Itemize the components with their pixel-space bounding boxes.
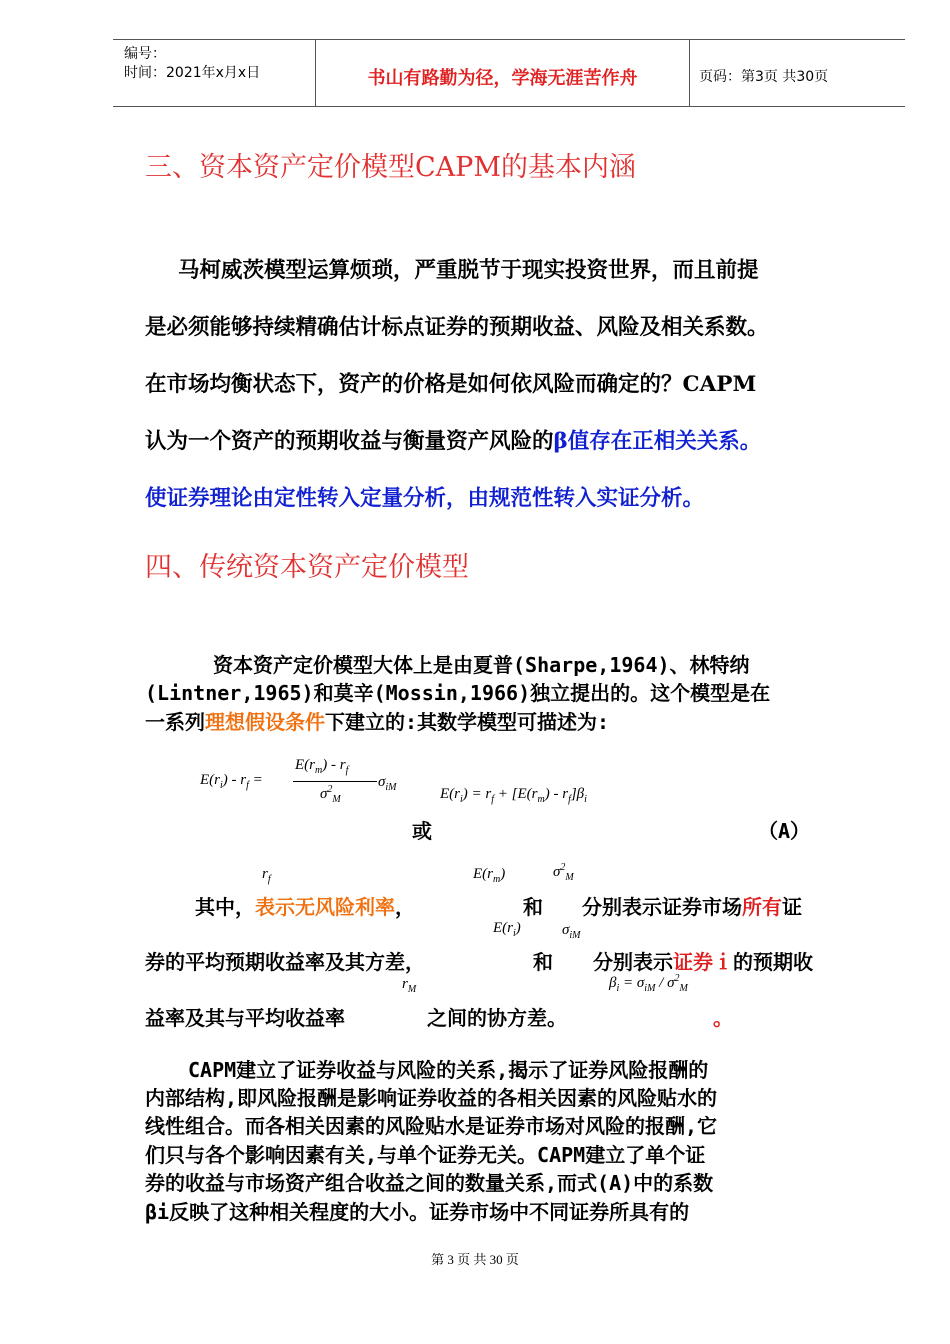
s4-p1-line3 (145, 706, 609, 735)
p2-line4: 们只与各个影响因素有关,与单个证券无关。CAPM建立了单个证 (145, 1143, 706, 1167)
def3-red: 。 (713, 1006, 733, 1030)
eq2: $E(r_i) = r_f + [E(r_m) - r_f]\beta_i$ (440, 786, 587, 805)
page-footer: 第 3 页 共 30 页 (431, 1252, 519, 1267)
s3-line5: 使证券理论由定性转入定量分析，由规范性转入实证分析。 (145, 486, 705, 511)
motto: 书山有路勤为径，学海无涯苦作舟 (367, 68, 638, 89)
def1-d: 证 (782, 895, 802, 919)
s3-line4-blue: β值存在正相关关系。 (553, 429, 762, 454)
def-line1 (195, 891, 415, 920)
s3-line3: 在市场均衡状态下，资产的价格是如何依风险而确定的？CAPM (145, 372, 757, 397)
header-right-cell (690, 40, 905, 106)
eq1-lhs: $E(r_i) - r_f$ = (200, 772, 263, 791)
def1-a: 其中， (195, 895, 255, 919)
def2-red: 证券ｉ (673, 950, 733, 974)
p2-line6: βi反映了这种相关程度的大小。证券市场中不同证券所具有的 (145, 1200, 690, 1224)
sym-eri: $E(r_i)$ (493, 920, 521, 939)
s4-p1-line2: (Lintner,1965)和莫辛(Mossin,1966)独立提出的。这个模型是在 (145, 681, 771, 705)
def2-c: 的预期收 (733, 950, 813, 974)
def1-c: 分别表示证券市场 (582, 895, 742, 919)
eq1-numerator: $E(r_m) - r_f$ (295, 757, 349, 776)
s3-line4 (145, 424, 761, 455)
sym-rm: $r_M$ (402, 976, 417, 995)
eq1-fraction-bar (293, 781, 377, 782)
eq1-denominator: $\sigma^2_M$ (320, 784, 341, 805)
p2-line1: CAPM建立了证券收益与风险的关系,揭示了证券风险报酬的 (188, 1058, 709, 1082)
header-mid-cell (316, 40, 690, 106)
eq1-sigma-im: $\sigma_{iM}$ (378, 774, 397, 793)
time-label: 时间：2021年x月x日 (124, 65, 261, 81)
section3-title: 三、资本资产定价模型CAPM的基本内涵 (145, 152, 636, 183)
s4-p1-line1: 资本资产定价模型大体上是由夏普(Sharpe,1964)、林特纳 (213, 653, 750, 677)
p2-line2: 内部结构,即风险报酬是影响证券收益的各相关因素的风险贴水的 (145, 1086, 718, 1110)
sym-rf: $r_f$ (262, 866, 271, 885)
section4-title: 四、传统资本资产定价模型 (145, 552, 469, 583)
def3-b: 之间的协方差。 (427, 1006, 567, 1030)
sym-beta-def: $\beta_i = \sigma_{iM} / \sigma^2_M$ (609, 973, 688, 994)
s3-line2: 是必须能够持续精确估计标点证券的预期收益、风险及相关系数。 (145, 315, 769, 340)
s4-p1-line3-b: 下建立的:其数学模型可描述为: (325, 710, 610, 734)
sym-sigma-m2: $\sigma^2_M$ (553, 862, 574, 883)
sym-erm: $E(r_m)$ (473, 866, 506, 885)
s4-p1-line3-orange: 理想假设条件 (205, 710, 325, 734)
def1-orange: 表示无风险利率 (255, 895, 395, 919)
p2-line5: 券的收益与市场资产组合收益之间的数量关系,而式(A)中的系数 (145, 1171, 714, 1195)
header-left-cell (113, 40, 316, 106)
def1-rest (582, 891, 802, 920)
equation-label: （A） (758, 819, 811, 843)
def2-and: 和 (533, 950, 553, 974)
s4-p1-line3-a: 一系列 (145, 710, 205, 734)
number-label: 编号： (124, 46, 166, 62)
def2-rest (593, 946, 813, 975)
sym-sigma-im: $\sigma_{iM}$ (562, 922, 581, 941)
def2-b: 分别表示 (593, 950, 673, 974)
def2-a: 券的平均预期收益率及其方差， (145, 950, 425, 974)
p2-line3: 线性组合。而各相关因素的风险贴水是证券市场对风险的报酬,它 (145, 1114, 718, 1138)
def1-b: ， (395, 895, 415, 919)
s3-line4-black: 认为一个资产的预期收益与衡量资产风险的 (145, 429, 554, 454)
def1-red: 所有 (742, 895, 782, 919)
header-table (113, 39, 905, 107)
def1-and: 和 (523, 895, 543, 919)
page-label: 页码：第3页 共30页 (699, 69, 829, 85)
or-label: 或 (412, 819, 432, 843)
def3-a: 益率及其与平均收益率 (145, 1006, 345, 1030)
s3-line1: 马柯威茨模型运算烦琐，严重脱节于现实投资世界，而且前提 (178, 258, 759, 283)
